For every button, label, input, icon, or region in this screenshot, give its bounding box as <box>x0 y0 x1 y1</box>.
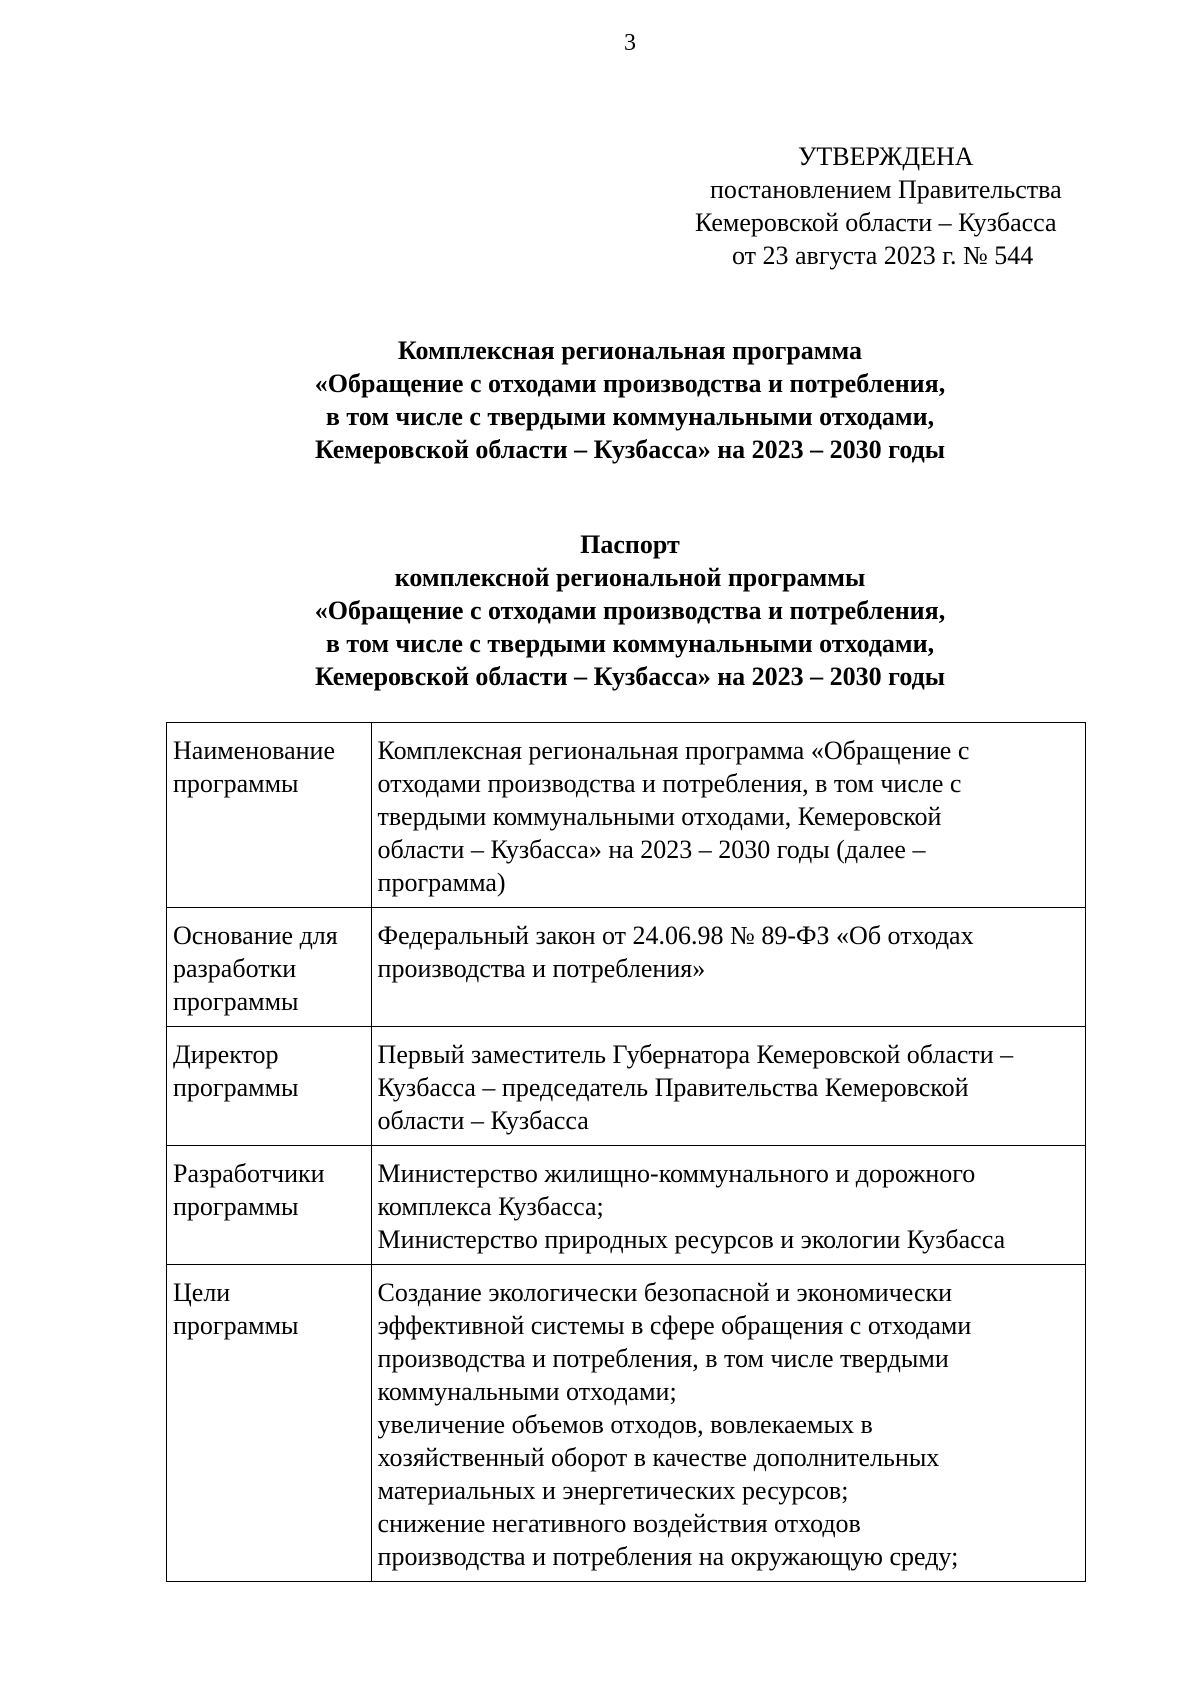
row-value <box>371 1027 1085 1146</box>
row-label-line: программы <box>173 1073 299 1102</box>
row-label <box>167 908 372 1027</box>
row-value <box>371 723 1085 908</box>
row-value <box>371 1265 1085 1582</box>
approval-line-1: постановлением Правительства <box>710 175 1062 204</box>
approval-stamp <box>640 140 1120 272</box>
table-row-developers <box>167 1146 1086 1265</box>
row-value-line: хозяйственный оборот в качестве дополнительных <box>377 1443 940 1472</box>
row-value-line: Министерство жилищно-коммунального и дорожного <box>377 1159 976 1188</box>
row-value-line: эффективной системы в сфере обращения с отходами <box>377 1311 972 1340</box>
passport-title-line: «Обращение с отходами производства и потребления, <box>314 596 946 625</box>
row-value-line: увеличение объемов отходов, вовлекаемых в <box>377 1410 873 1439</box>
row-value-line: комплекса Кузбасса; <box>377 1192 604 1221</box>
program-title-line: в том числе с твердыми коммунальными отходами, <box>325 402 935 431</box>
approval-line-3: от 23 августа 2023 г. № 544 <box>732 241 1034 270</box>
row-label <box>167 1265 372 1582</box>
row-value-line: Кузбасса – председатель Правительства Кемеровской <box>377 1073 969 1102</box>
passport-title-line: в том числе с твердыми коммунальными отходами, <box>325 629 935 658</box>
row-label-line: Наименование <box>173 736 335 765</box>
row-value-line: твердыми коммунальными отходами, Кемеровской <box>377 802 942 831</box>
row-label-line: программы <box>173 987 299 1016</box>
row-label <box>167 1027 372 1146</box>
program-title-line: Кемеровской области – Кузбасса» на 2023 – 2030 годы <box>314 435 946 464</box>
row-value-line: материальных и энергетических ресурсов; <box>377 1476 849 1505</box>
row-value-line: Создание экологически безопасной и экономически <box>377 1278 953 1307</box>
program-title-line: Комплексная региональная программа <box>397 336 863 365</box>
row-value-line: программа) <box>377 868 506 897</box>
row-value <box>371 908 1085 1027</box>
row-value-line: производства и потребления» <box>377 954 706 983</box>
row-label-line: Цели <box>173 1278 231 1307</box>
row-value <box>371 1146 1085 1265</box>
row-label-line: Директор <box>173 1040 279 1069</box>
row-label <box>167 723 372 908</box>
row-value-line: Первый заместитель Губернатора Кемеровской области – <box>377 1040 1014 1069</box>
row-value-line: снижение негативного воздействия отходов <box>377 1509 861 1538</box>
approval-line-2: Кемеровской области – Кузбасса <box>695 208 1057 237</box>
table-row-basis <box>167 908 1086 1027</box>
table-row-director <box>167 1027 1086 1146</box>
row-value-line: Министерство природных ресурсов и экологии Кузбасса <box>377 1225 1006 1254</box>
row-value-line: производства и потребления на окружающую среду; <box>377 1542 959 1571</box>
passport-title <box>0 528 1200 693</box>
row-value-line: отходами производства и потребления, в том числе с <box>377 769 962 798</box>
passport-table <box>166 722 1086 1582</box>
program-title <box>0 334 1200 466</box>
passport-title-line: комплексной региональной программы <box>394 563 866 592</box>
row-value-line: коммунальными отходами; <box>377 1377 677 1406</box>
page-number: 3 <box>624 30 636 56</box>
row-label-line: разработки <box>173 954 297 983</box>
row-value-line: производства и потребления, в том числе твердыми <box>377 1344 949 1373</box>
row-value-line: Федеральный закон от 24.06.98 № 89-ФЗ «Об отходах <box>377 921 974 950</box>
row-label-line: программы <box>173 1192 299 1221</box>
program-title-line: «Обращение с отходами производства и потребления, <box>314 369 946 398</box>
row-label-line: программы <box>173 1311 299 1340</box>
approval-title: УТВЕРЖДЕНА <box>798 142 974 171</box>
row-label-line: Разработчики <box>173 1159 325 1188</box>
row-value-line: области – Кузбасса <box>377 1106 589 1135</box>
passport-title-line: Кемеровской области – Кузбасса» на 2023 – 2030 годы <box>314 662 946 691</box>
row-label-line: Основание для <box>173 921 338 950</box>
row-label <box>167 1146 372 1265</box>
table-row-goals <box>167 1265 1086 1582</box>
passport-title-line: Паспорт <box>580 530 680 559</box>
row-value-line: Комплексная региональная программа «Обращение с <box>377 736 970 765</box>
table-row-program-name <box>167 723 1086 908</box>
row-value-line: области – Кузбасса» на 2023 – 2030 годы (далее – <box>377 835 926 864</box>
row-label-line: программы <box>173 769 299 798</box>
